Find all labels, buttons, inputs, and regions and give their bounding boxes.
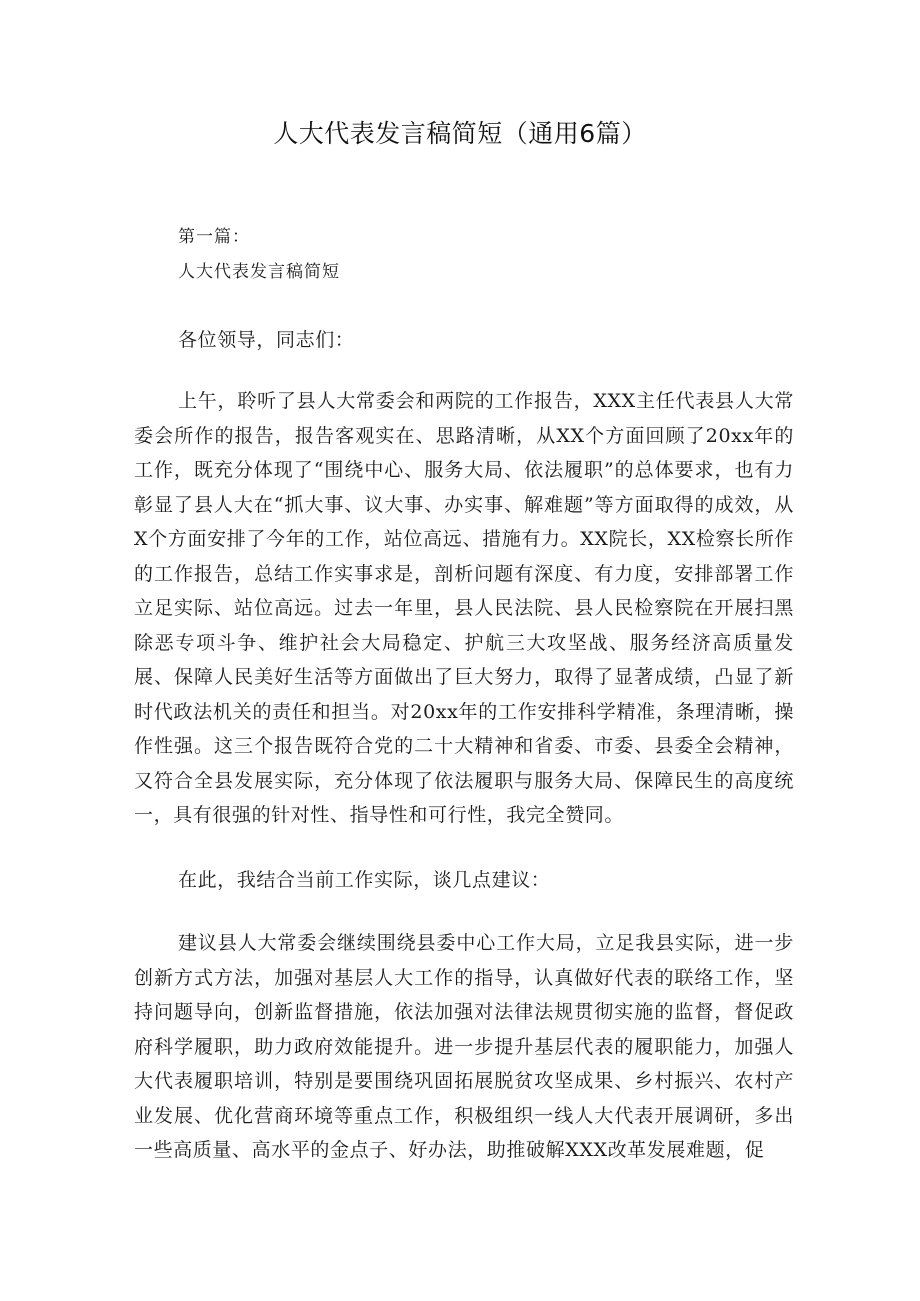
body-paragraph-2: 在此，我结合当前工作实际，谈几点建议： bbox=[178, 869, 551, 891]
section-label: 第一篇： bbox=[178, 227, 250, 247]
body-paragraph-1: 上午，聆听了县人大常委会和两院的工作报告，XXX主任代表县人大常委会所作的报告，报告客观实在、思路清晰，从XX个方面回顾了20xx年的工作，既充分体现了“围绕中心、服务大局、依法履职”的总体要求，也有力彰显了县人大在“抓大事、议大事、办实事、解难题”等方面取得的成效，从X个方面安排了今年的工作，站位高远、措施有力。XX院长，XX检察长所作的工作报告，总结工作实事求是，剖析问题有深度、有力度，安排部署工作立足实际、站位高远。过去一年里，县人民法院、县人民检察院在开展扫黑除恶专项斗争、维护社会大局稳定、护航三大攻坚战、服务经济高质量发展、保障人民美好生活等方面做出了巨大努力，取得了显著成绩，凸显了新时代政法机关的责任和担当。对20xx年的工作安排科学精准，条理清晰，操作性强。这三个报告既符合党的二十大精神和省委、市委、县委全会精神，又符合全县发展实际，充分体现了依法履职与服务大局、保障民生的高度统一，具有很强的针对性、指导性和可行性，我完全赞同。 bbox=[134, 390, 794, 826]
body-paragraph-3: 建议县人大常委会继续围绕县委中心工作大局，立足我县实际，进一步创新方式方法，加强对基层人大工作的指导，认真做好代表的联络工作，坚持问题导向，创新监督措施，依法加强对法律法规贯彻实施的监督，督促政府科学履职，助力政府效能提升。进一步提升基层代表的履职能力，加强人大代表履职培训，特别是要围绕巩固拓展脱贫攻坚成果、乡村振兴、农村产业发展、优化营商环境等重点工作，积极组织一线人大代表开展调研，多出一些高质量、高水平的金点子、好办法，助推破解XXX改革发展难题，促 bbox=[134, 932, 794, 1161]
section-title: 人大代表发言稿简短 bbox=[178, 262, 340, 282]
document-title: 人大代表发言稿简短（通用6篇） bbox=[273, 119, 647, 148]
greeting: 各位领导，同志们： bbox=[178, 329, 355, 351]
